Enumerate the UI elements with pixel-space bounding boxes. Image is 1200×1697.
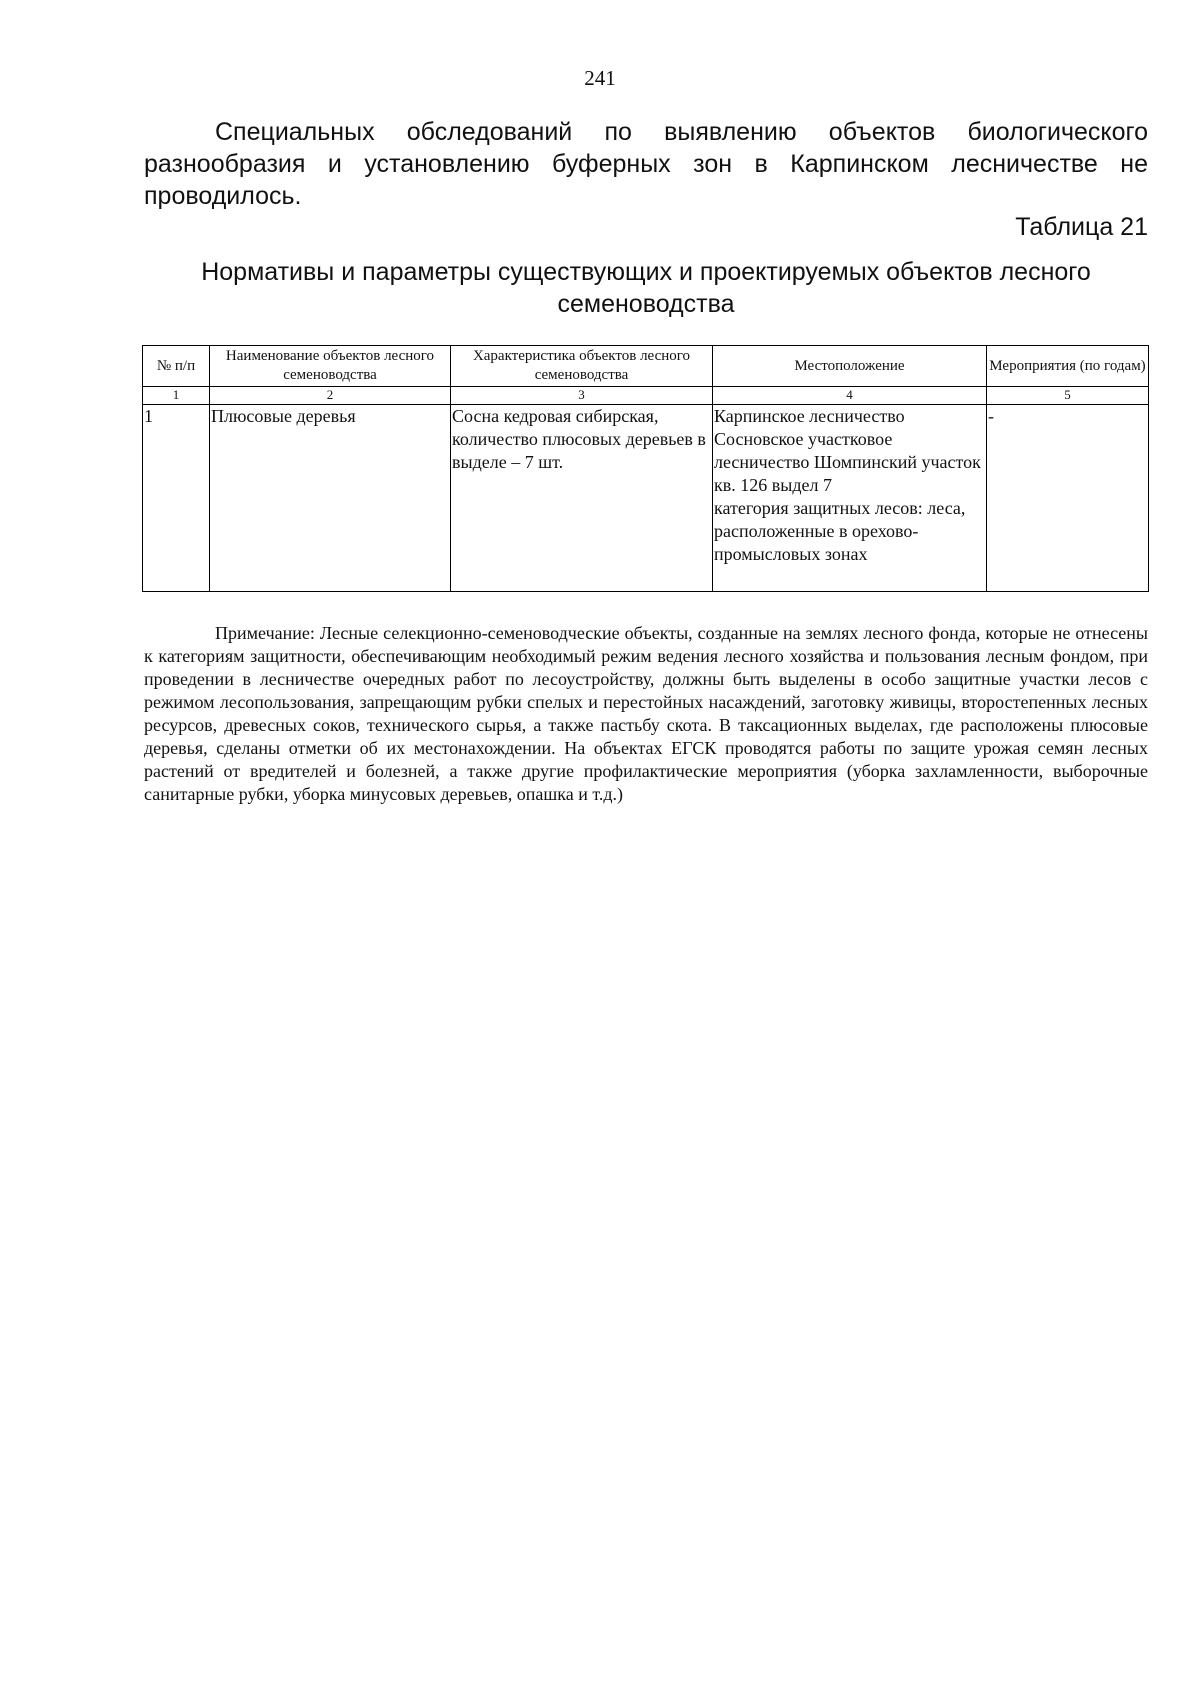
row-num: 1: [143, 405, 210, 592]
table-title: Нормативы и параметры существующих и проектируемых объектов лесного семеноводства: [201, 258, 1091, 318]
row-object-name: Плюсовые деревья: [210, 405, 451, 592]
header-location: Местоположение: [713, 346, 987, 387]
row-characteristics: Сосна кедровая сибирская, количество плюсовых деревьев в выделе – 7 шт.: [451, 405, 713, 592]
header-object-name: Наименование объектов лесного семеноводства: [210, 346, 451, 387]
page-number: 241: [584, 66, 616, 90]
column-number: 2: [210, 387, 451, 405]
location-district: Сосновское участковое лесничество Шомпинский участок: [714, 429, 981, 472]
column-number: 3: [451, 387, 713, 405]
location-category: категория защитных лесов: леса, расположенные в орехово-промысловых зонах: [714, 498, 966, 564]
row-location: [713, 405, 987, 592]
table-header-row: [143, 346, 1149, 387]
note-paragraph: Примечание: Лесные селекционно-семеноводческие объекты, созданные на землях лесного фонда, которые не отнесены к категориям защитности, обеспечивающим необходимый режим ведения лесного хозяйства и пользования лесным фондом, при проведении в лесничестве очередных работ по лесоустройству, должны быть выделены в особо защитные участки лесов с режимом лесопользования, запрещающим рубки спелых и перестойных насаждений, заготовку живицы, второстепенных лесных ресурсов, древесных соков, технического сырья, а также пастьбу скота. В таксационных выделах, где расположены плюсовые деревья, сделаны отметки об их местонахождении. На объектах ЕГСК проводятся работы по защите урожая семян лесных растений от вредителей и болезней, а также другие профилактические мероприятия (уборка захламленности, выборочные санитарные рубки, уборка минусовых деревьев, опашка и т.д.): [144, 623, 1148, 804]
header-num: № п/п: [143, 346, 210, 387]
column-number: 4: [713, 387, 987, 405]
seed-objects-table: [142, 345, 1149, 592]
table-row: [143, 405, 1149, 592]
location-quarter: кв. 126 выдел 7: [714, 475, 832, 495]
location-forestry: Карпинское лесничество: [714, 406, 905, 426]
row-measures: -: [987, 405, 1149, 592]
column-number: 5: [987, 387, 1149, 405]
header-characteristics: Характеристика объектов лесного семеноводства: [451, 346, 713, 387]
intro-paragraph: Специальных обследований по выявлению объектов биологического разнообразия и установлению буферных зон в Карпинском лесничестве не проводилось.: [144, 118, 1148, 210]
header-measures: Мероприятия (по годам): [987, 346, 1149, 387]
table-label: Таблица 21: [1015, 213, 1148, 241]
column-number-row: [143, 387, 1149, 405]
column-number: 1: [143, 387, 210, 405]
